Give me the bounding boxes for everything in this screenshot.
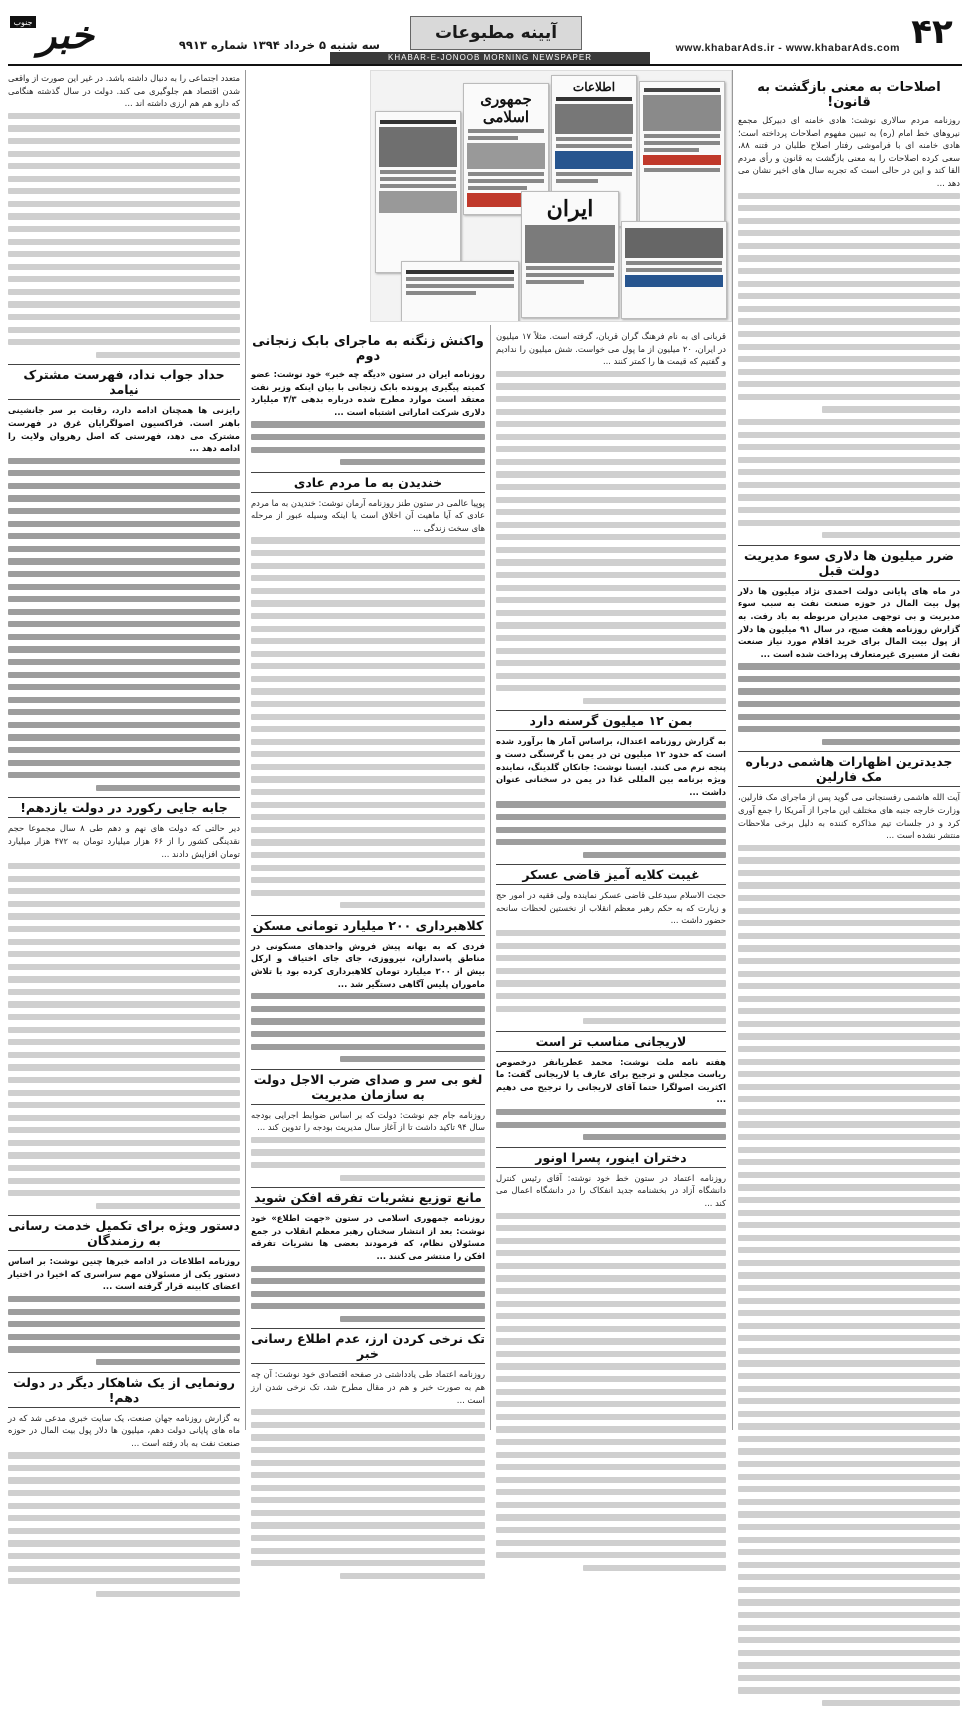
article-headline: تک نرخی کردن ارز، عدم اطلاع رسانی خبر	[251, 1328, 485, 1364]
article-text-block	[496, 930, 726, 1024]
article-text-block	[251, 1409, 485, 1579]
article-text-block	[8, 863, 240, 1209]
article-text-block	[738, 845, 960, 1707]
site-url: www.khabarAds.ir - www.khabarAds.com	[675, 42, 900, 54]
logo-text: خبر	[38, 12, 94, 57]
article-text-block	[496, 1109, 726, 1140]
article-text-block	[738, 663, 960, 745]
column-right	[738, 72, 960, 1713]
article-text-block	[8, 113, 240, 358]
paper-title: جمهوری اسلامی	[480, 90, 532, 126]
newspaper-thumbnail	[639, 81, 725, 233]
article-text-block	[738, 193, 960, 539]
article-text-block	[251, 421, 485, 465]
article-lead: روزنامه اطلاعات در ادامه خبرها چنین نوشت: بر اساس دستور یکی از مسئولان مهم سراسری که اخیرا در اختیار اعضای کابینه قرار گرفته است ...	[8, 1256, 240, 1292]
header-rule	[8, 64, 962, 66]
article-body: روزنامه جام جم نوشت: دولت که بر اساس ضوابط اجرایی بودجه سال ۹۴ تاکید داشت تا از آغاز سال مدیریت بودجه را تدوین کند ...	[251, 1109, 485, 1133]
column-rule	[245, 70, 246, 1430]
article-text-block	[496, 1213, 726, 1571]
logo-sub: جنوب	[13, 18, 33, 27]
article-body: روزنامه اعتماد در ستون خط خود نوشته: آقای رئیس کنترل دانشگاه آزاد در بخشنامه جدید انفکاک را در دانشگاه اعمال می کند ...	[496, 1172, 726, 1208]
article-text-block	[251, 993, 485, 1062]
article-headline: رونمایی از یک شاهکار دیگر در دولت دهم!	[8, 1372, 240, 1408]
newspaper-thumbnail	[621, 221, 727, 319]
article-headline: اصلاحات به معنی بازگشت به قانون!	[757, 80, 941, 110]
article-text-block	[251, 1137, 485, 1181]
article-body: روزنامه مردم سالاری نوشت: هادی خامنه ای دبیرکل مجمع نیروهای خط امام (ره) به تبیین مفهوم اصلاحات پرداخته است؛ هادی خامنه ای با فراموشی رفتار اصلاح طلبان در فتنه ۸۸، سعی کرده اصلاحات را به معنی بازگشت به قانون و رأی مردم القا کند و این در حالی است که تجربه سال های اخیر نشان می دهد ...	[738, 115, 960, 188]
article-lead: روزنامه ایران در ستون «دیگه چه خبر» خود نوشت: عضو کمیته پیگیری پرونده بابک زنجانی با بیان اینکه وزیر نفت معتقد است موارد مطرح شده درباره بدهی ۳/۳ میلیارد دلاری شرکت اماراتی اشتباه است ...	[251, 369, 485, 417]
article-text-block	[251, 537, 485, 908]
column-rule	[490, 325, 491, 1430]
column-mid-right	[496, 330, 726, 1577]
newspaper-thumbnail	[521, 191, 619, 318]
article-headline: ضرر میلیون ها دلاری سوء مدیریت دولت قبل	[738, 545, 960, 581]
article-headline: جابه جایی رکورد در دولت یازدهم!	[8, 797, 240, 818]
article-text-block	[8, 458, 240, 791]
article-lead: به گزارش روزنامه اعتدال، براساس آمار ها برآورد شده است که حدود ۱۲ میلیون تن در یمن با گرسنگی دست و پنجه نرم می کنند. ایسنا نوشت: جانکان گلدینگ، نماینده ویژه برنامه بین المللی غذا در یمن در سخنانی عنوان داشت ...	[496, 736, 726, 797]
article-headline: جدیدترین اظهارات هاشمی درباره مک فارلین	[738, 751, 960, 787]
article-body: روزنامه اعتماد طی یادداشتی در صفحه اقتصادی خود نوشت: آن چه هم به صورت خبر و هم در مقال مطرح شد، تک نرخی شدن ارز است ...	[251, 1369, 485, 1405]
article-lead: روزنامه جمهوری اسلامی در ستون «جهت اطلاع» خود نوشت: بعد از انتشار سخنان رهبر معظم انقلاب در جمع مسئولان نظام، که فرمودند بعضی ها نشریات تفرقه افکن را منتشر می کنند ...	[251, 1213, 485, 1261]
article-headline: دختران اینور، پسرا اونور	[496, 1147, 726, 1168]
article-body: دیر حالتی که دولت های نهم و دهم طی ۸ سال مجموعا حجم نقدینگی کشور را از ۶۶ هزار میلیارد تومان به ۴۷۲ هزار میلیارد تومان افزایش دادند ...	[8, 823, 240, 859]
column-rule	[732, 70, 733, 1430]
logo-mark-icon	[8, 8, 118, 60]
article-headline: حداد جواب نداد، فهرست مشترک نیامد	[8, 364, 240, 400]
article-text-block	[251, 1266, 485, 1323]
newspaper-thumbnail	[401, 261, 519, 322]
newspaper-logo	[8, 8, 118, 60]
article-headline: کلاهبرداری ۲۰۰ میلیارد تومانی مسکن	[251, 915, 485, 936]
column-left	[8, 72, 240, 1603]
column-mid-left	[251, 330, 485, 1585]
article-body: حجت الاسلام سیدعلی قاضی عسکر نماینده ولی فقیه در امور حج و زیارت که به حکم رهبر معظم انقلاب از نخستین لحظات سانحه حضور داشت ...	[496, 890, 726, 926]
newspaper-collage-image	[370, 70, 732, 322]
article-headline: لغو بی سر و صدای ضرب الاجل دولت به سازمان مدیریت	[251, 1069, 485, 1105]
article-text-block	[496, 371, 726, 704]
article-body: پوپیا عالمی در ستون طنز روزنامه آرمان نوشت: خندیدن به ما مردم عادی که آیا ماهیت آن اخلاق است یا اینکه وسیله عبور از مرحله های سخت زندگی ...	[250, 497, 485, 533]
article-headline: واکنش زنگنه به ماجرای بابک زنجانی دوم	[252, 334, 484, 364]
article-headline: غیبت کلایه آمیز قاضی عسکر	[496, 864, 726, 885]
article-headline: مانع توزیع نشریات تفرقه افکن شوید	[251, 1187, 485, 1208]
article-headline: دستور ویژه برای تکمیل خدمت رسانی به رزمندگان	[8, 1215, 240, 1251]
paper-title: ایران	[546, 196, 594, 222]
subtitle-bar: KHABAR-E-JONOOB MORNING NEWSPAPER	[330, 52, 650, 64]
issue-line: سه شنبه ۵ خرداد ۱۳۹۴ شماره ۹۹۱۳	[178, 38, 380, 52]
article-text-block	[8, 1452, 240, 1597]
page-number: ۴۲	[911, 12, 953, 52]
article-lead: هفته نامه ملت نوشت: محمد عطریانفر درخصوص ریاست مجلس و ترجیح برای عارف یا لاریجانی گفت: ما اکثریت اصولگرا حتما آقای لاریجانی را ترجیح می دهیم ...	[496, 1056, 726, 1105]
article-headline: لاریجانی مناسب تر است	[496, 1031, 726, 1052]
article-lead: رایزنی ها همچنان ادامه دارد، رقابت بر سر جانشینی باهنر است. فراکسیون اصولگرایان غرق در فهرست مشترک می دهد، فهرستی که اصل رهروان ولایت را ادامه دهد ...	[8, 405, 240, 454]
article-body: به گزارش روزنامه جهان صنعت، یک سایت خبری مدعی شد که در ماه های پایانی دولت دهم، میلیون ها دلار پول بیت المال در حوزه صنعت نفت به باد رفته است ...	[8, 1412, 240, 1448]
article-body: آیت الله هاشمی رفسنجانی می گوید پس از ماجرای مک فارلین، وزارت خارجه جنبه های مختلف این ماجرا از آمریکا را جمع آوری کرد و در جلسات تیم مذاکره کننده به دلیل برخی ملاحظات منتشر نشده است ...	[738, 792, 960, 841]
section-title: آیینه مطبوعات	[410, 16, 582, 50]
article-headline: بمن ۱۲ میلیون گرسنه دارد	[496, 710, 726, 731]
article-lead: در ماه های پایانی دولت احمدی نژاد میلیون ها دلار پول بیت المال در حوزه صنعت نفت به سبب سوء مدیریت و بی توجهی مدیران مربوطه به باد رفت. به گزارش روزنامه هفت صبح، در سال ۹۱ میلیون ها دلار از پول بیت المال برای خرید اقلام مورد نیاز صنعت نفت از مسیری غیرمتعارف پرداخت شده است ...	[738, 585, 960, 659]
newspaper-thumbnail	[375, 111, 461, 273]
paper-title: اطلاعات	[572, 80, 616, 94]
article-headline: خندیدن به ما مردم عادی	[251, 472, 485, 493]
article-body: متعدد اجتماعی را به دنبال داشته باشد. در غیر این صورت از واقعی شدن اقتصاد هم جلوگیری می کند. دولت در سال گذشته هنگامی که دارو هم هم ارزی داشته اند ...	[8, 73, 240, 109]
article-body: قربانی ای به نام فرهنگ گران قربان، گرفته است. مثلاً ۱۷ میلیون در ایران، ۲۰ میلیون از ما پول می خواست. شش میلیون را ندادیم و گفتیم که قیمت ها را کمتر کنند ...	[496, 331, 727, 367]
article-text-block	[496, 801, 726, 858]
article-lead: فردی که به بهانه پیش فروش واحدهای مسکونی در مناطق پاسداران، نیرووزی، جای جای اختیاف و ارکل بیش از ۲۰۰ میلیارد تومان کلاهبرداری کرده بود با تلاش ماموران پلیس آگاهی دستگیر شد ...	[251, 940, 485, 989]
article-text-block	[8, 1296, 240, 1365]
